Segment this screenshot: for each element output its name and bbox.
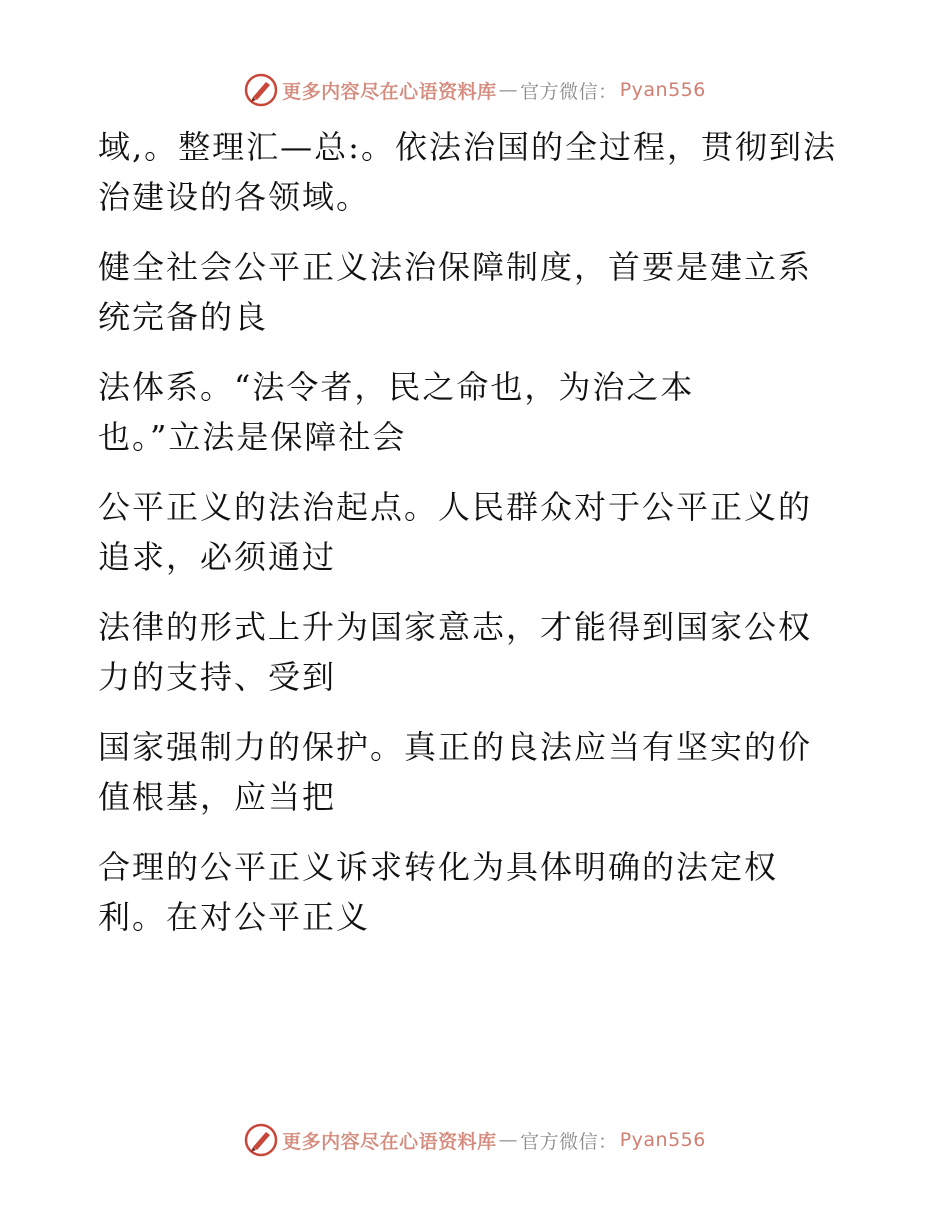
pen-logo-icon <box>244 1123 278 1157</box>
text-line: 追求，必须通过 <box>98 538 337 576</box>
paragraph <box>98 122 858 222</box>
paragraph <box>98 842 858 942</box>
text-line: 统完备的良 <box>98 298 269 336</box>
text-line: 国家强制力的保护。真正的良法应当有坚实的价 <box>98 728 813 766</box>
text-line: 值根基，应当把 <box>98 778 337 816</box>
pen-logo-icon <box>244 73 278 107</box>
text-line: 也。”立法是保障社会 <box>98 418 407 456</box>
banner-title: 更多内容尽在心语资料库 <box>282 80 497 103</box>
paragraph <box>98 722 858 822</box>
footer-banner <box>0 1120 950 1160</box>
text-line: 力的支持、受到 <box>98 658 337 696</box>
paragraph <box>98 362 858 462</box>
banner-wechat-label: 官方微信： <box>520 80 618 103</box>
paragraph <box>98 482 858 582</box>
header-banner <box>0 70 950 110</box>
text-line: 健全社会公平正义法治保障制度，首要是建立系 <box>98 248 813 286</box>
text-line: 法体系。“法令者，民之命也，为治之本 <box>98 368 695 406</box>
text-line: 利。在对公平正义 <box>98 898 371 936</box>
banner-wechat-id: Pyan556 <box>619 79 706 101</box>
document-body <box>98 122 858 962</box>
text-line: 域,。整理汇—总:。依法治国的全过程，贯彻到法 <box>98 128 837 166</box>
banner-title: 更多内容尽在心语资料库 <box>282 1130 497 1153</box>
text-line: 治建设的各领域。 <box>98 178 371 216</box>
banner-dash: — <box>498 79 519 101</box>
banner-wechat-label: 官方微信： <box>520 1130 618 1153</box>
paragraph <box>98 242 858 342</box>
text-line: 合理的公平正义诉求转化为具体明确的法定权 <box>98 848 779 886</box>
banner-dash: — <box>498 1129 519 1151</box>
paragraph <box>98 602 858 702</box>
text-line: 公平正义的法治起点。人民群众对于公平正义的 <box>98 488 813 526</box>
banner-wechat-id: Pyan556 <box>619 1129 706 1151</box>
text-line: 法律的形式上升为国家意志，才能得到国家公权 <box>98 608 813 646</box>
